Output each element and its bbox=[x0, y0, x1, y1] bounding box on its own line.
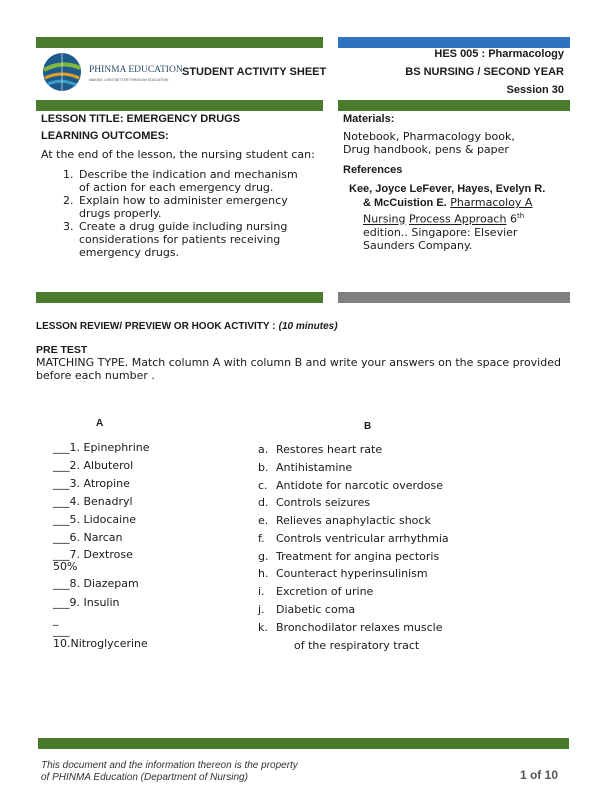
learning-outcomes-heading: LEARNING OUTCOMES: bbox=[41, 130, 169, 142]
footer-bar-green bbox=[38, 738, 569, 749]
column-a-item: ___1. Epinephrine bbox=[53, 441, 150, 454]
outcome-item: 3. Create a drug guide including nursing considerations for patients receiving emergency drugs. bbox=[77, 220, 303, 259]
column-b-text: Treatment for angina pectoris bbox=[276, 550, 440, 563]
section-bar-green bbox=[36, 100, 323, 111]
activity-heading-text: LESSON REVIEW/ PREVIEW OR HOOK ACTIVITY : bbox=[36, 321, 276, 332]
program: BS NURSING / SECOND YEAR bbox=[405, 66, 564, 78]
reference-edition-sup: th bbox=[516, 212, 525, 220]
column-b-item bbox=[258, 496, 370, 509]
sheet-type: STUDENT ACTIVITY SHEET bbox=[182, 66, 327, 78]
column-b-item bbox=[258, 603, 355, 616]
footer-line-1: This document and the information thereon is the property bbox=[41, 760, 298, 771]
column-b-item bbox=[258, 479, 443, 492]
column-b-item bbox=[258, 621, 442, 634]
column-a-item: ___2. Albuterol bbox=[53, 459, 134, 472]
column-b-continuation: of the respiratory tract bbox=[294, 639, 420, 652]
page-total: 10 bbox=[544, 768, 558, 782]
column-b-letter: k. bbox=[258, 621, 268, 634]
column-b-item bbox=[258, 514, 431, 527]
page-current: 1 bbox=[519, 768, 527, 782]
reference-book-title-3: Process Approach bbox=[408, 212, 507, 226]
phinma-logo bbox=[42, 52, 183, 92]
page-of: of bbox=[529, 768, 542, 782]
column-b-item bbox=[258, 567, 428, 580]
column-b-label: B bbox=[364, 421, 372, 432]
column-a-label: A bbox=[96, 418, 104, 429]
column-b-text: Antidote for narcotic overdose bbox=[276, 479, 444, 492]
materials-text: Notebook, Pharmacology book, Drug handbook, pens & paper bbox=[343, 130, 515, 156]
column-b-text: Diabetic coma bbox=[276, 603, 356, 616]
column-a-item: 10.Nitroglycerine bbox=[53, 637, 148, 650]
outcome-item: 2. Explain how to administer emergency drugs properly. bbox=[77, 194, 303, 220]
column-b-text: Bronchodilator relaxes muscle bbox=[276, 621, 443, 634]
column-b-text: Relieves anaphylactic shock bbox=[276, 514, 431, 527]
pretest-instructions: MATCHING TYPE. Match column A with column B and write your answers on the space provided before each number . bbox=[36, 356, 561, 382]
column-b-item bbox=[258, 461, 352, 474]
logo-text: PHINMA EDUCATION bbox=[89, 65, 183, 75]
column-a-item: ___9. Insulin bbox=[53, 596, 120, 609]
reference-publisher: edition.. Singapore: Elsevier Saunders Company. bbox=[363, 225, 518, 252]
learning-outcomes-list bbox=[41, 168, 303, 259]
reference-edition: 6 bbox=[509, 212, 517, 226]
column-b-item bbox=[258, 550, 439, 563]
column-b-letter: c. bbox=[258, 479, 268, 492]
activity-duration: (10 minutes) bbox=[278, 321, 338, 332]
pretest-heading: PRE TEST bbox=[36, 344, 88, 356]
section-bar-green-right bbox=[338, 100, 570, 111]
column-a-item: ___5. Lidocaine bbox=[53, 513, 136, 526]
reference-book-title-2: Nursing bbox=[363, 212, 406, 226]
column-b-text: Counteract hyperinsulinism bbox=[276, 567, 428, 580]
column-b-letter: e. bbox=[258, 514, 269, 527]
session: Session 30 bbox=[506, 84, 564, 96]
outcomes-intro: At the end of the lesson, the nursing student can: bbox=[41, 148, 315, 161]
column-a-item-continuation: 50% bbox=[53, 560, 78, 573]
column-b-letter: h. bbox=[258, 567, 269, 580]
column-b-text: Restores heart rate bbox=[276, 443, 383, 456]
phinma-globe-icon bbox=[42, 52, 86, 92]
header-bar-green bbox=[36, 37, 323, 48]
outcome-item: 1. Describe the indication and mechanism of action for each emergency drug. bbox=[77, 168, 303, 194]
column-b-letter: d. bbox=[258, 496, 269, 509]
reference-entry bbox=[349, 182, 549, 252]
column-a-item: ___3. Atropine bbox=[53, 477, 130, 490]
column-b-item bbox=[258, 585, 373, 598]
activity-heading bbox=[36, 321, 338, 332]
divider-bar-gray bbox=[338, 292, 570, 303]
materials-heading: Materials: bbox=[343, 113, 395, 125]
reference-book-title: Pharmacoloy A bbox=[450, 196, 533, 209]
lesson-title: LESSON TITLE: EMERGENCY DRUGS bbox=[41, 113, 241, 125]
course-code: HES 005 : Pharmacology bbox=[434, 48, 564, 60]
logo-tagline: MAKING LIVES BETTER THROUGH EDUCATION bbox=[89, 78, 169, 82]
footer-disclaimer bbox=[41, 760, 298, 784]
column-b-letter: f. bbox=[258, 532, 265, 545]
column-b-text: Antihistamine bbox=[276, 461, 353, 474]
column-b-item bbox=[258, 532, 449, 545]
divider-bar-green bbox=[36, 292, 323, 303]
column-a-item: ___6. Narcan bbox=[53, 531, 123, 544]
column-b-text: Controls seizures bbox=[276, 496, 371, 509]
column-b-letter: j. bbox=[258, 603, 265, 616]
column-b-text: Excretion of urine bbox=[276, 585, 374, 598]
column-a-blank: _ bbox=[53, 613, 59, 626]
column-b-letter: i. bbox=[258, 585, 265, 598]
references-heading: References bbox=[343, 164, 403, 176]
column-b-letter: b. bbox=[258, 461, 269, 474]
column-b-letter: a. bbox=[258, 443, 269, 456]
header-bar-blue bbox=[338, 37, 570, 48]
column-a-item: ___4. Benadryl bbox=[53, 495, 133, 508]
reference-authors: Kee, Joyce LeFever, Hayes, Evelyn R. & McCuistion E. bbox=[349, 183, 546, 209]
column-a-item: ___8. Diazepam bbox=[53, 577, 139, 590]
column-b-item bbox=[258, 443, 382, 456]
column-b-letter: g. bbox=[258, 550, 269, 563]
column-a-item: ___7. Dextrose bbox=[53, 548, 133, 561]
footer-line-2: of PHINMA Education (Department of Nursing) bbox=[41, 772, 248, 783]
column-a-blank: ___ bbox=[53, 624, 70, 637]
column-b-text: Controls ventricular arrhythmia bbox=[276, 532, 449, 545]
page-number bbox=[520, 768, 558, 782]
